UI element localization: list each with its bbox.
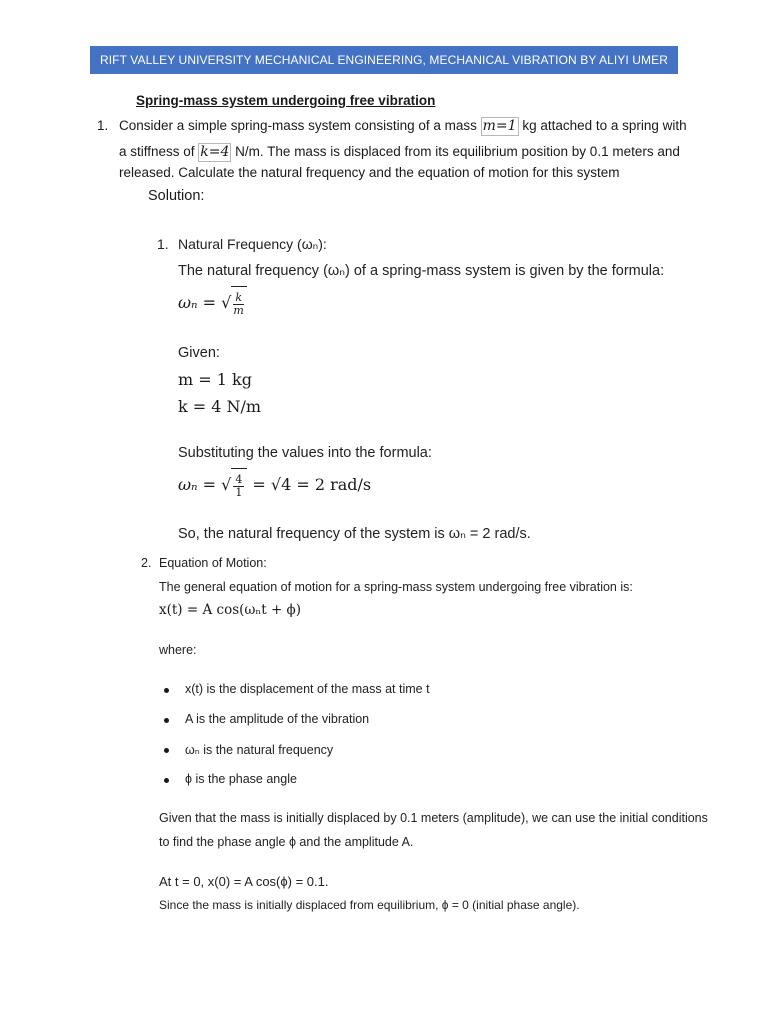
fraction-denominator: m: [233, 304, 244, 317]
natural-frequency-formula: [178, 286, 247, 321]
equation-of-motion: x(t) = A cos(ωₙt + ϕ): [159, 602, 302, 618]
step2-intro: The general equation of motion for a spring-mass system undergoing free vibration is:: [159, 580, 633, 594]
stiffness-value-box: k=4: [200, 144, 230, 160]
bullet-marker: [164, 718, 169, 723]
bullet-item: ϕ is the phase angle: [185, 772, 297, 786]
step1-conclusion: So, the natural frequency of the system is ωₙ = 2 rad/s.: [178, 526, 531, 542]
bullet-item: ωₙ is the natural frequency: [185, 743, 334, 757]
substitution-formula: [178, 468, 371, 503]
question-line-3: released. Calculate the natural frequency and the equation of motion for this system: [119, 165, 620, 180]
step1-formula-intro: The natural frequency (ωₙ) of a spring-mass system is given by the formula:: [178, 263, 665, 279]
formula-rhs: = √4 = 2 rad/s: [247, 475, 372, 494]
question-text: Consider a simple spring-mass system consisting of a mass: [119, 118, 481, 133]
question-text: N/m. The mass is displaced from its equilibrium position by 0.1 meters and: [231, 144, 680, 159]
fraction-denominator: 1: [235, 486, 243, 499]
question-line-2: [119, 141, 680, 163]
step2-heading: Equation of Motion:: [159, 556, 267, 570]
given-label: Given:: [178, 345, 220, 361]
question-line-1: [119, 115, 687, 137]
bullet-marker: [164, 778, 169, 783]
given-stiffness: k = 4 N/m: [178, 397, 262, 416]
fraction-numerator: k: [235, 291, 242, 304]
step2-number: 2.: [141, 556, 152, 570]
fraction: [233, 474, 244, 499]
bullet-item: A is the amplitude of the vibration: [185, 712, 370, 726]
where-label: where:: [159, 643, 197, 657]
step1-heading: Natural Frequency (ωₙ):: [178, 236, 327, 252]
bullet-marker: [164, 748, 169, 753]
initial-conditions-line-1: Given that the mass is initially displaced by 0.1 meters (amplitude), we can use the initial conditions: [159, 811, 708, 825]
solution-label: Solution:: [148, 188, 205, 204]
fraction: [233, 292, 244, 317]
initial-condition-equation: At t = 0, x(0) = A cos(ϕ) = 0.1.: [159, 874, 329, 889]
substitution-label: Substituting the values into the formula:: [178, 445, 432, 461]
formula-lhs: ωₙ =: [178, 293, 222, 312]
radicand: [231, 286, 247, 321]
initial-conditions-line-2: to find the phase angle ϕ and the amplitude A.: [159, 835, 414, 849]
fraction-numerator: 4: [235, 473, 243, 486]
formula-lhs: ωₙ =: [178, 475, 222, 494]
section-title: Spring-mass system undergoing free vibration: [136, 93, 436, 108]
question-number: 1.: [97, 118, 109, 133]
sqrt-symbol: √: [221, 293, 232, 312]
bullet-item: x(t) is the displacement of the mass at time t: [185, 682, 430, 696]
given-mass: m = 1 kg: [178, 370, 252, 389]
step1-number: 1.: [157, 236, 169, 252]
sqrt-symbol: √: [221, 475, 232, 494]
question-text: kg attached to a spring with: [518, 118, 687, 133]
radicand: [231, 468, 247, 503]
mass-value-box: m=1: [482, 118, 517, 134]
header-banner: RIFT VALLEY UNIVERSITY MECHANICAL ENGINEERING, MECHANICAL VIBRATION BY ALIYI UMER: [90, 46, 678, 74]
phase-angle-note: Since the mass is initially displaced from equilibrium, ϕ = 0 (initial phase angle).: [159, 898, 580, 912]
question-text: a stiffness of: [119, 144, 199, 159]
bullet-marker: [164, 688, 169, 693]
